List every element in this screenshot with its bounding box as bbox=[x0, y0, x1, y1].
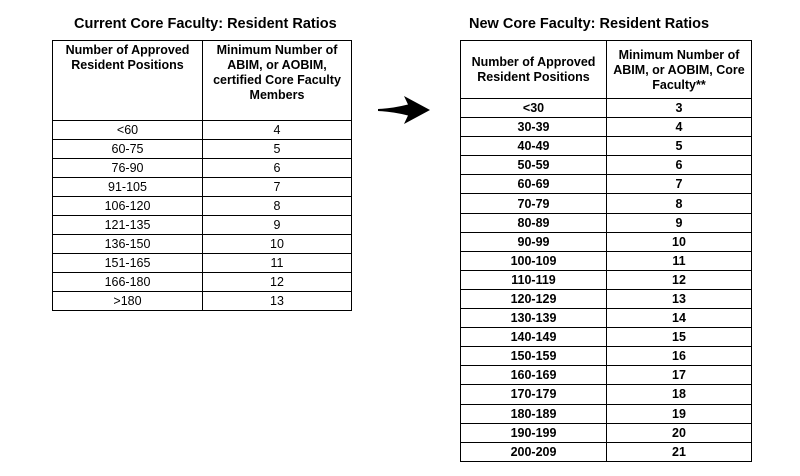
header-resident-positions: Number of Approved Resident Positions bbox=[461, 41, 607, 99]
table-row bbox=[461, 194, 752, 213]
core-faculty-cell: 10 bbox=[607, 232, 752, 251]
resident-positions-cell: 121-135 bbox=[53, 216, 203, 235]
table-row bbox=[461, 175, 752, 194]
table-row bbox=[461, 99, 752, 118]
table-header-row bbox=[461, 41, 752, 99]
resident-positions-cell: <30 bbox=[461, 99, 607, 118]
core-faculty-cell: 20 bbox=[607, 423, 752, 442]
resident-positions-cell: 50-59 bbox=[461, 156, 607, 175]
core-faculty-cell: 13 bbox=[203, 292, 352, 311]
table-row bbox=[461, 289, 752, 308]
core-faculty-cell: 10 bbox=[203, 235, 352, 254]
resident-positions-cell: 160-169 bbox=[461, 366, 607, 385]
arrow-right-icon bbox=[378, 95, 432, 125]
current-ratios-title: Current Core Faculty: Resident Ratios bbox=[74, 16, 337, 32]
table-row bbox=[53, 254, 352, 273]
core-faculty-cell: 9 bbox=[607, 213, 752, 232]
resident-positions-cell: 60-69 bbox=[461, 175, 607, 194]
header-min-core-faculty: Minimum Number of ABIM, or AOBIM, certified Core Faculty Members bbox=[203, 41, 352, 121]
core-faculty-cell: 9 bbox=[203, 216, 352, 235]
resident-positions-cell: 91-105 bbox=[53, 178, 203, 197]
core-faculty-cell: 4 bbox=[607, 118, 752, 137]
table-row bbox=[461, 328, 752, 347]
core-faculty-cell: 16 bbox=[607, 347, 752, 366]
core-faculty-cell: 7 bbox=[607, 175, 752, 194]
resident-positions-cell: 130-139 bbox=[461, 309, 607, 328]
table-row bbox=[53, 140, 352, 159]
resident-positions-cell: 30-39 bbox=[461, 118, 607, 137]
resident-positions-cell: 170-179 bbox=[461, 385, 607, 404]
table-row bbox=[461, 213, 752, 232]
core-faculty-cell: 13 bbox=[607, 289, 752, 308]
resident-positions-cell: >180 bbox=[53, 292, 203, 311]
resident-positions-cell: 60-75 bbox=[53, 140, 203, 159]
header-min-core-faculty: Minimum Number of ABIM, or AOBIM, Core Faculty** bbox=[607, 41, 752, 99]
core-faculty-cell: 15 bbox=[607, 328, 752, 347]
table-row bbox=[53, 121, 352, 140]
table-row bbox=[461, 404, 752, 423]
table-row bbox=[461, 366, 752, 385]
table-row bbox=[461, 156, 752, 175]
table-row bbox=[53, 178, 352, 197]
core-faculty-cell: 4 bbox=[203, 121, 352, 140]
resident-positions-cell: 40-49 bbox=[461, 137, 607, 156]
resident-positions-cell: 120-129 bbox=[461, 289, 607, 308]
table-header-row bbox=[53, 41, 352, 121]
table-row bbox=[461, 309, 752, 328]
core-faculty-cell: 17 bbox=[607, 366, 752, 385]
table-row bbox=[461, 118, 752, 137]
core-faculty-cell: 6 bbox=[607, 156, 752, 175]
table-row bbox=[53, 235, 352, 254]
new-ratios-table bbox=[460, 40, 752, 462]
resident-positions-cell: 151-165 bbox=[53, 254, 203, 273]
table-row bbox=[461, 347, 752, 366]
table-row bbox=[461, 270, 752, 289]
resident-positions-cell: 90-99 bbox=[461, 232, 607, 251]
table-row bbox=[53, 216, 352, 235]
resident-positions-cell: 80-89 bbox=[461, 213, 607, 232]
table-row bbox=[53, 159, 352, 178]
core-faculty-cell: 19 bbox=[607, 404, 752, 423]
resident-positions-cell: 150-159 bbox=[461, 347, 607, 366]
resident-positions-cell: 100-109 bbox=[461, 251, 607, 270]
core-faculty-cell: 12 bbox=[203, 273, 352, 292]
header-resident-positions: Number of Approved Resident Positions bbox=[53, 41, 203, 121]
core-faculty-cell: 5 bbox=[607, 137, 752, 156]
core-faculty-cell: 6 bbox=[203, 159, 352, 178]
new-ratios-title: New Core Faculty: Resident Ratios bbox=[469, 16, 710, 32]
resident-positions-cell: 70-79 bbox=[461, 194, 607, 213]
resident-positions-cell: 106-120 bbox=[53, 197, 203, 216]
table-row bbox=[53, 197, 352, 216]
current-ratios-table bbox=[52, 40, 352, 311]
table-row bbox=[53, 273, 352, 292]
table-row bbox=[461, 442, 752, 461]
table-row bbox=[461, 251, 752, 270]
table-row bbox=[461, 385, 752, 404]
core-faculty-cell: 8 bbox=[203, 197, 352, 216]
core-faculty-cell: 14 bbox=[607, 309, 752, 328]
resident-positions-cell: 180-189 bbox=[461, 404, 607, 423]
resident-positions-cell: 140-149 bbox=[461, 328, 607, 347]
resident-positions-cell: <60 bbox=[53, 121, 203, 140]
core-faculty-cell: 12 bbox=[607, 270, 752, 289]
resident-positions-cell: 166-180 bbox=[53, 273, 203, 292]
core-faculty-cell: 7 bbox=[203, 178, 352, 197]
resident-positions-cell: 200-209 bbox=[461, 442, 607, 461]
core-faculty-cell: 21 bbox=[607, 442, 752, 461]
core-faculty-cell: 3 bbox=[607, 99, 752, 118]
core-faculty-cell: 18 bbox=[607, 385, 752, 404]
table-row bbox=[461, 232, 752, 251]
resident-positions-cell: 76-90 bbox=[53, 159, 203, 178]
table-row bbox=[53, 292, 352, 311]
table-row bbox=[461, 423, 752, 442]
core-faculty-cell: 11 bbox=[203, 254, 352, 273]
resident-positions-cell: 190-199 bbox=[461, 423, 607, 442]
core-faculty-cell: 8 bbox=[607, 194, 752, 213]
resident-positions-cell: 110-119 bbox=[461, 270, 607, 289]
table-row bbox=[461, 137, 752, 156]
core-faculty-cell: 11 bbox=[607, 251, 752, 270]
resident-positions-cell: 136-150 bbox=[53, 235, 203, 254]
core-faculty-cell: 5 bbox=[203, 140, 352, 159]
